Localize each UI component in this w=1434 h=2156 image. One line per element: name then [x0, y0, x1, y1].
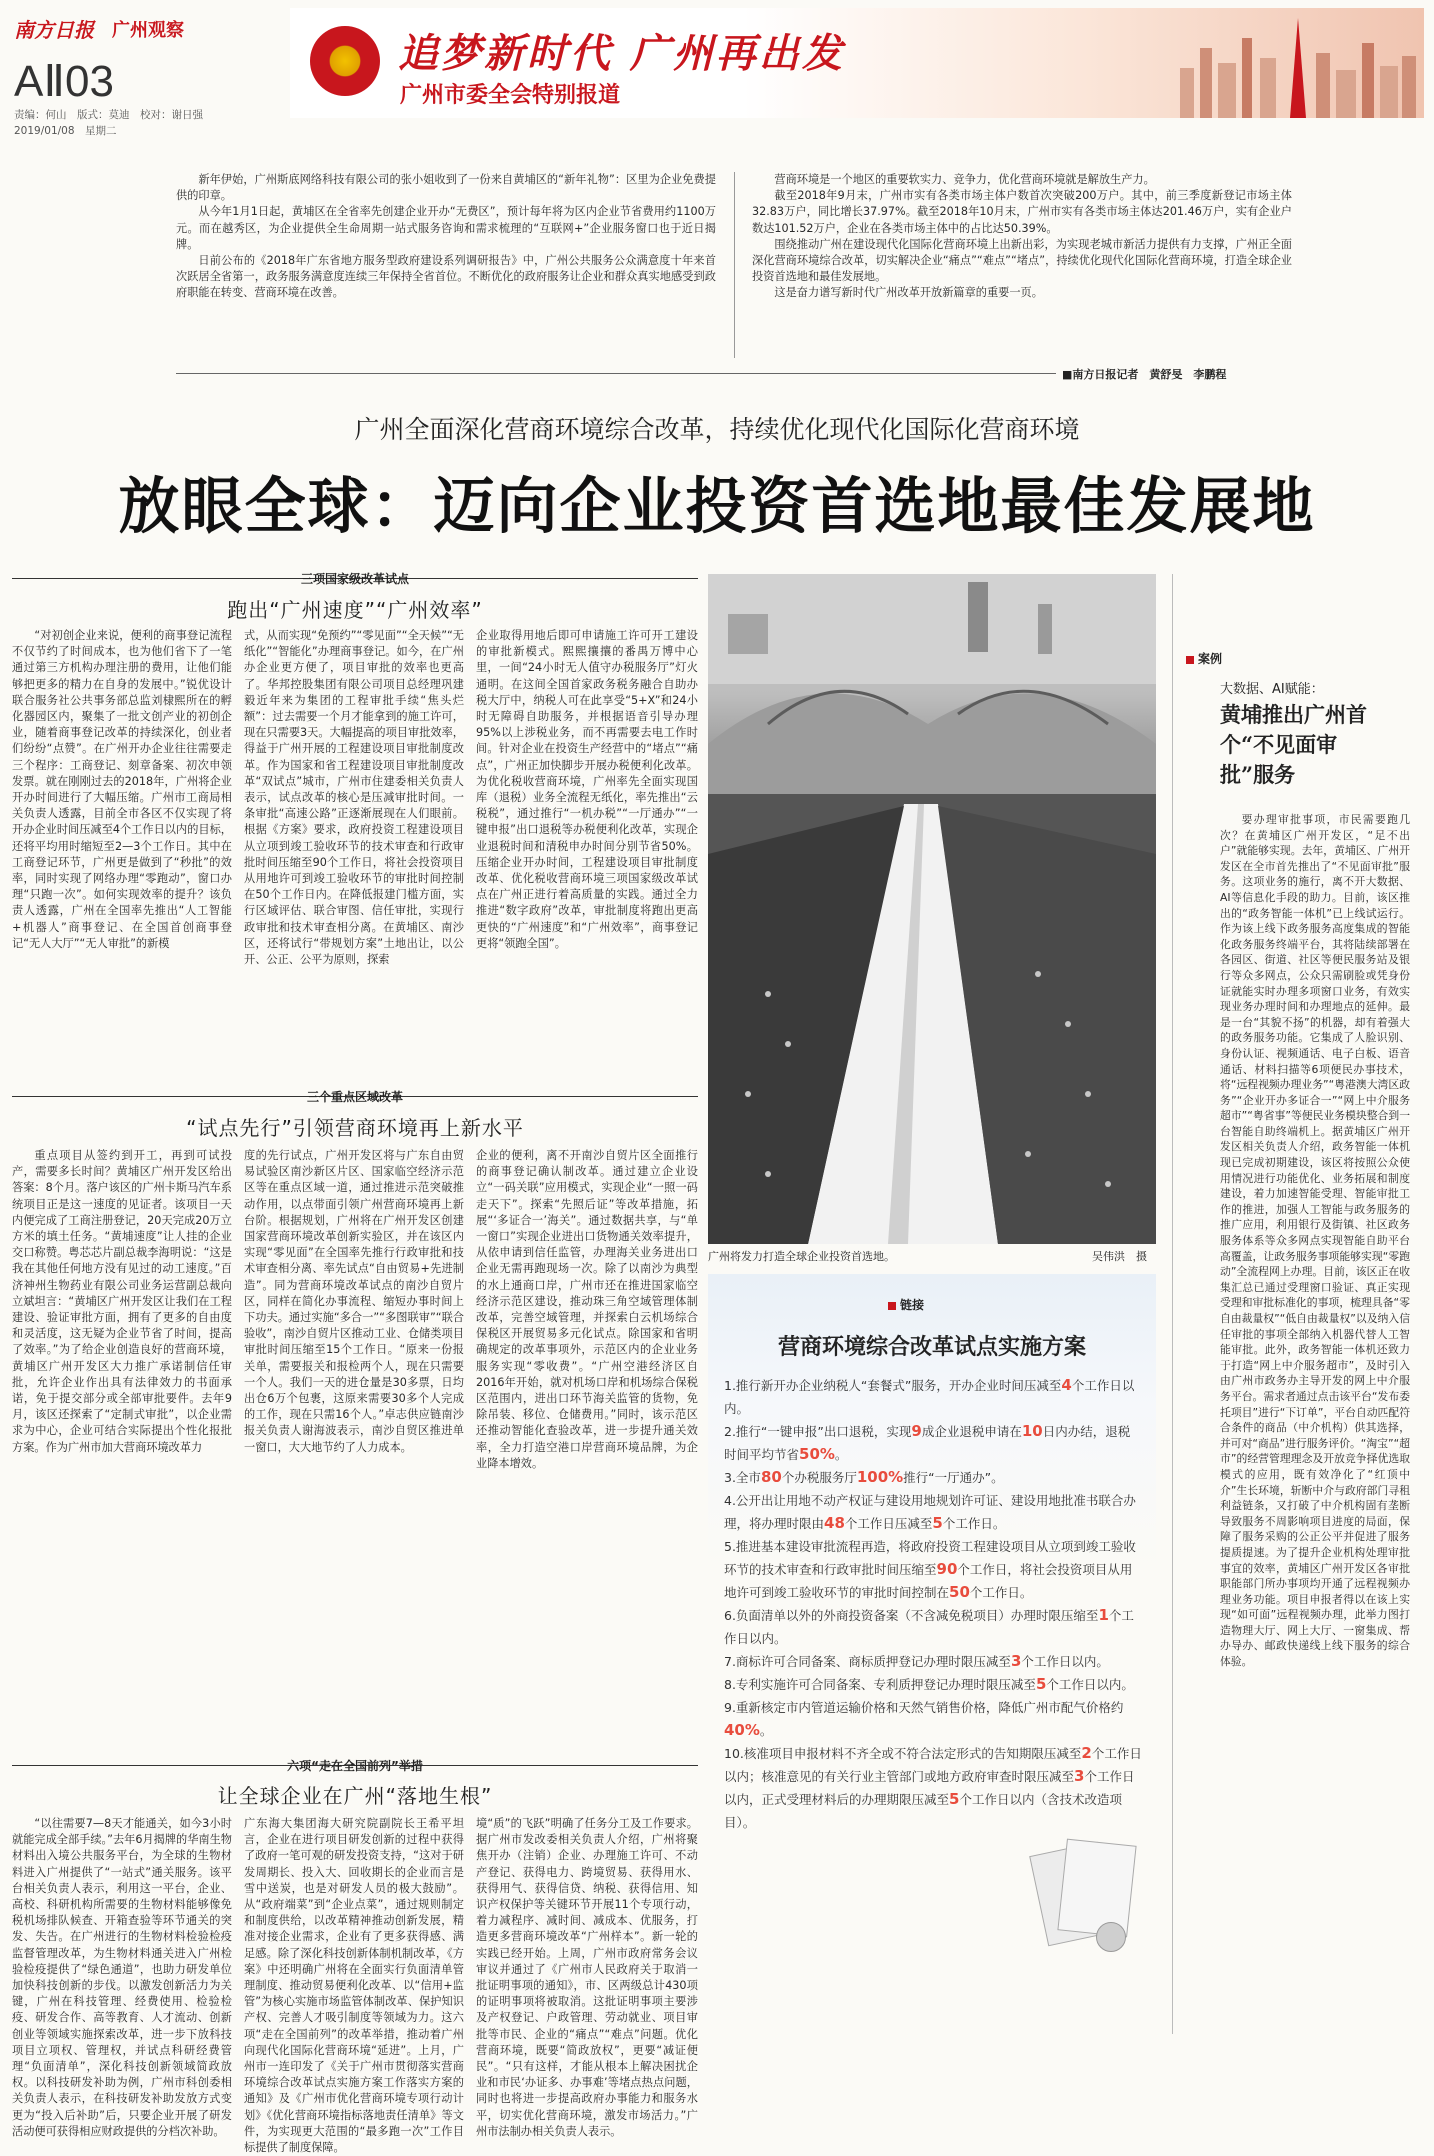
plan-item	[724, 1466, 1142, 1489]
case-title: 黄埔推出广州首个“不见面审批”服务	[1220, 702, 1367, 787]
article-column: 境“质”的飞跃”明确了任务分工及工作要求。据广州市发改委相关负责人介绍，广州将聚焦开办（注销）企业、办理施工许可、不动产登记、获得电力、跨境贸易、获得用水、获得用气、获得信贷、纳税、获得信用、知识产权保护等关键环节开展11个专项行动，着力减程序、减时间、减成本、优服务，打造更多营商环境改革“广州样本”。新一轮的实践已经开始。上周，广州市政府常务会议审议并通过了《广州市人民政府关于取消一批证明事项的通知》，市、区两级总计430项的证明事项将被取消。这批证明事项主要涉及产权登记、户政管理、劳动就业、项目审批等市民、企业的“痛点”“难点”问题。优化营商环境，既要“简政放权”，更要“减证便民”。“只有这样，才能从根本上解决困扰企业和市民‘办证多、办事难’等堵点热点问题，同时也将进一步提高政府办事能力和服务水平，切实优化营商环境，激发市场活力。”广州市法制办相关负责人表示。	[476, 1817, 698, 2138]
section-title: “试点先行”引领营商环境再上新水平	[186, 1116, 524, 1140]
sidebar-divider	[1172, 574, 1173, 2034]
plan-text: 4.公开出让用地不动产权证与建设用地规划许可证、建设用地批准书联合办理，将办理时限由	[724, 1493, 1136, 1531]
link-box	[708, 1274, 1156, 2014]
tag-marker-icon	[1186, 656, 1194, 664]
section-label: 三个重点区域改革	[306, 1090, 403, 1104]
photo-caption: 广州将发力打造全球企业投资首选地。	[708, 1250, 895, 1263]
plan-highlight-number: 40%	[724, 1721, 760, 1739]
case-body: 要办理审批事项，市民需要跑几次？在黄埔区广州开发区，“足不出户”就能够实现。去年，黄埔区、广州开发区在全市首先推出了“不见面审批”服务。这项业务的施行，离不开大数据、AI等信息化手段的助力。目前，该区推出的“政务智能一体机”已上线试运行。作为该上线下政务服务高度集成的智能化政务服务终端平台，其将陆续部署在各园区、街道、社区等便民服务站及银行等众多网点，公众只需刷脸或凭身份证就能实时办理多项窗口业务，有效实现业务办理时间和办理地点的延伸。最是一台“其貌不扬”的机器，却有着强大的政务服务功能。它集成了人脸识别、身份认证、视频通话、电子白板、语音通话、材料扫描等6项便民办事技术，将“远程视频办理业务”“粤港澳大湾区政务”“企业开办多证合一”“网上中介服务超市”“粤省事”等便民业务模块整合到一台智能自助终端机上。据黄埔区广州开发区相关负责人介绍，政务智能一体机现已完成初期建设，该区将按照公众使用情况进行功能优化、业务拓展和制度建设，着力加速智能受理、智能审批工作的推进，加强人工智能与政务服务的推广应用，利用银行及街镇、社区政务服务体系等众多网点实现智能自助平台高覆盖，让政务服务事项能够实现“零跑动”全流程网上办理。目前，该区正在收集汇总已通过受理窗口验证、真正实现受理和审批标准化的事项，梳理具备“零自由裁量权”“低自由裁量权”以及纳入信任审批的事项全部纳入机器代替人工智能审批。此外，政务智能一体机还致力于打造“网上中介服务超市”，及时引入由广州市政务办主导开发的网上中介服务平台。需求者通过点击该平台“发布委托项目”进行“下订单”，平台自动匹配符合条件的商品（中介机构）供其选择，并可对“商品”进行服务评价。“淘宝”“超市”的经营管理理念及开放竞争择优选取模式的应用，既有效净化了“红顶中介”生长环境，斩断中介与政府部门寻租利益链条，又打破了中介机构固有垄断导致服务不周影响项目进度的局面，保障了服务采购的公正公平并促进了服务提质提速。为了提升企业机构处理审批事宜的效率，黄埔区广州开发区各审批职能部门所办事项均开通了远程视频办理业务功能。项目申报者得以在该上实现“如可面”远程视频办理，此举力图打造物理大厅、网上大厅、一窗集成、帮办导办、邮政快递线上线下服务的综合体验。	[1220, 813, 1410, 1669]
news-photo	[708, 574, 1156, 1244]
plan-text: 个工作日压减至	[844, 1516, 933, 1531]
plan-text: 个工作日以内。	[1021, 1654, 1109, 1669]
column-name: 广州观察	[112, 20, 184, 41]
link-tag	[888, 1296, 924, 1313]
plan-text: 推行“一厅通办”。	[903, 1470, 1004, 1485]
plan-text: 个工作日以内（含技术改造项目）。	[724, 1792, 1122, 1830]
plan-highlight-number: 3	[1010, 1652, 1022, 1670]
plan-text: 成企业退税申请在	[921, 1424, 1022, 1439]
article-column: “以往需要7—8天才能通关，如今3小时就能完成全部手续。”去年6月揭牌的华南生物材料出入境公共服务平台，为全球的生物材料进入广州提供了“一站式”通关服务。该平台相关负责人表示，利用这一平台，企业、高校、科研机构所需要的生物材料能够像免税机场排队候查、开箱查验等环节通关的突发、失告。在广州进行的生物材料检验检疫监督管理改革，为生物材料通关进入广州检验检疫提供了“绿色通道”，也助力研发单位加快科技创新的步伐。以激发创新活力为关键，广州在科技管理、经费使用、检验检疫、研发合作、高等教育、人才流动、创新创业等领域实施探索改革，进一步下放科技项目立项权、管理权，并试点科研经费管理“负面清单”，深化科技创新领域简政放权。以科技研发补助为例，广州市科创委相关负责人表示，在科技研发补助发放方式变更为“投入后补助”后，只要企业开展了研发活动便可获得相应财政提供的分档次补助。	[12, 1817, 232, 2138]
photo-credit: 吴伟洪 摄	[1092, 1250, 1147, 1263]
plan-text: 个工作日以内。	[1046, 1677, 1134, 1692]
plan-highlight-number: 3	[1074, 1767, 1085, 1785]
plan-highlight-number: 10	[1021, 1422, 1043, 1440]
plan-highlight-number: 80	[760, 1468, 782, 1486]
plan-text: 个工作日。	[969, 1585, 1033, 1600]
plan-highlight-number: 4	[1061, 1376, 1072, 1394]
plan-highlight-number: 5	[949, 1790, 960, 1808]
decorative-pages-icon	[1038, 1834, 1138, 1974]
banner-slogan: 追梦新时代 广州再出发	[398, 30, 845, 77]
lead-paragraph: 围绕推动广州在建设现代化国际化营商环境上出新出彩，为实现老城市新活力提供有力支撑，广州正全面深化营商环境综合改革，切实解决企业“痛点”“难点”“堵点”，持续优化现代化国际化营商环境，打造全球企业投资首选地和最佳发展地。	[752, 237, 1292, 284]
plan-text: 6.负面清单以外的外商投资备案（不含减免税项目）办理时限压缩至	[724, 1608, 1099, 1623]
byline-rule	[176, 373, 1056, 374]
lead-column-1	[176, 172, 716, 302]
page-number: AⅡ03	[14, 57, 114, 106]
plan-text: 个工作日以内；核准意见的有关行业主管部门或地方政府审查时限压减至	[724, 1746, 1142, 1784]
article-column: “对初创企业来说，便利的商事登记流程不仅节约了时间成本，也为他们省下了一笔通过第三方机构办理注册的费用，让他们能够把更多的精力在自身的发展中。”锐优设计联合服务社公共事务部总监刘棣熙所在的孵化器园区内，聚集了一批文创产业的初创企业，随着商事登记改革的持续深化，创业者们纷纷“点赞”。在广州开办企业往往需要走三个程序：工商登记、刻章备案、初次申领发票。就在刚刚过去的2018年，广州将企业开办时间进行了大幅压缩。广州市工商局相关负责人透露，目前全市各区不仅实现了将开办企业时间压减至4个工作日以内的目标，还将平均用时缩短至2—3个工作日。其中在工商登记环节，广州更是做到了“秒批”的效率，同时实现了网络办理“零跑动”，窗口办理“只跑一次”。如何实现效率的提升？该负责人透露，广州在全国率先推出“人工智能+机器人”商事登记、在全国首创商事登记“无人大厅”“无人审批”的新模	[12, 629, 232, 950]
article-column: 广东海大集团海大研究院副院长王希平坦言，企业在进行项目研发创新的过程中获得了政府一笔可观的研发投资支持，“这对于研发周期长、投入大、回收期长的企业而言是雪中送炭，也是对研发人员的极大鼓励”。从“政府端菜”到“企业点菜”，通过规则制定和制度供给，以改革精神推动创新发展，精准对接企业需求，企业有了更多获得感、满足感。除了深化科技创新体制机制改革，《方案》中还明确广州将在全面实行负面清单管理制度、推动贸易便利化改革、以“信用+监管”为核心实施市场监管体制改革、保护知识产权、完善人才吸引制度等领域为力。这六项“走在全国前列”的改革举措，推动着广州向现代化国际化营商环境“延进”。上月，广州市一连印发了《关于广州市贯彻落实营商环境综合改革试点实施方案工作落实方案的通知》及《广州市优化营商环境专项行动计划》《优化营商环境指标落地责任清单》等文件，为实现更大范围的“最多跑一次”工作目标提供了制度保障。	[244, 1817, 464, 2155]
article-column: 重点项目从签约到开工，再到可试投产，需要多长时间？黄埔区广州开发区给出答案：8个月。落户该区的广州卡斯马汽车系统项目正是这一速度的见证者。该项目一天内便完成了工商注册登记，20天完成20万立方米的填土任务。“黄埔速度”让人挂的企业交口称赞。粤芯芯片副总裁李海明说：“这是我在其他任何地方没有见过的动工速度。”百济神州生物药业有限公司业务运营副总裁向立斌坦言：“黄埔区广州开发区让我们在工程建设、验证审批方面，拥有了更多的自由度和灵活度，这无疑为企业节省了时间，提高了效率。”为了给企业创造良好的营商环境，黄埔区广州开发区大力推广承诺制信任审批，允许企业作出具有法律效力的书面承诺，免于提交部分或全部审批要件。去年9月，该区还探索了“定制式审批”，以企业需求为中心，企业可结合实际提出个性化报批方案。作为广州市加大营商环境改革力	[12, 1149, 232, 1454]
article-column: 式，从而实现“免预约”“零见面”“全天候”“无纸化”“智能化”办理商事登记。如今，在广州办企业更方便了，项目审批的效率也更高了。华邦控股集团有限公司项目总经理巩建毅近年来为集团的工程审批手续“焦头烂额”：过去需要一个月才能拿到的施工许可，现在只需要3天。大幅提高的项目审批效率，得益于广州开展的工程建设项目审批制度改革。作为国家和省工程建设项目审批制度改革“双试点”城市，广州市住建委相关负责人表示，试点改革的核心是压减审批时间。一条审批“高速公路”正逐渐展现在人们眼前。根据《方案》要求，政府投资工程建设项目从立项到竣工验收环节的技术审查和行政审批时间压缩至90个工作日，将社会投资项目从用地许可到竣工验收环节的审批时间控制在50个工作日内。在降低报建门槛方面，实行区域评估、联合审图、信任审批，实现行政审批和技术审查相分离。在黄埔区、南沙区，还将试行“带规划方案”土地出让，以公开、公正、公平为原则，探索	[244, 629, 464, 967]
section-title: 跑出“广州速度”“广州效率”	[227, 598, 483, 622]
plan-highlight-number: 5	[1035, 1675, 1047, 1693]
plan-highlight-number: 50%	[799, 1445, 835, 1463]
city-skyline-icon	[1170, 8, 1424, 118]
plan-item	[724, 1696, 1142, 1742]
plan-highlight-number: 50	[949, 1583, 970, 1601]
plan-text: 7.商标许可合同备案、商标质押登记办理时限压减至	[724, 1654, 1011, 1669]
plan-text: 3.全市	[724, 1470, 761, 1485]
tag-marker-icon	[888, 1302, 896, 1310]
case-sidebar	[1186, 574, 1422, 2054]
date-line: 2019/01/08 星期二	[14, 125, 117, 137]
lead-paragraph: 截至2018年9月末，广州市实有各类市场主体户数首次突破200万户。其中，前三季度新登记市场主体32.83万户，同比增长37.97%。截至2018年10月末，广州市实有各类市场主体达201.46万户，实有企业户数达101.52万户，企业在各类市场主体中的占比达50.39%。	[752, 189, 1292, 235]
plan-item	[724, 1420, 1142, 1466]
plan-text: 1.推行新开办企业纳税人“套餐式”服务，开办企业时间压减至	[724, 1378, 1062, 1393]
case-kicker: 大数据、AI赋能：	[1220, 682, 1324, 697]
plan-item	[724, 1742, 1142, 1834]
plan-text: 2.推行“一键申报”出口退税，实现	[724, 1424, 912, 1439]
plan-highlight-number: 100%	[856, 1468, 904, 1486]
plan-item	[724, 1673, 1142, 1696]
lead-column-2	[752, 172, 1292, 302]
plan-item	[724, 1489, 1142, 1535]
link-tag-label: 链接	[900, 1298, 925, 1312]
plan-highlight-number: 90	[936, 1560, 958, 1578]
staff-line: 责编：何山 版式：莫迪 校对：谢日强	[14, 109, 203, 121]
plan-highlight-number: 1	[1098, 1606, 1109, 1624]
case-tag	[1186, 650, 1222, 667]
plan-text: 个工作日以内，正式受理材料后的办理期限压减至	[724, 1769, 1135, 1807]
section-label: 六项“走在全国前列”举措	[287, 1759, 423, 1773]
plan-text: 8.专利实施许可合同备案、专利质押登记办理时限压减至	[724, 1677, 1036, 1692]
lead-paragraph: 从今年1月1日起，黄埔区在全省率先创建企业开办“无费区”，预计每年将为区内企业节省费用约1100万元。而在越秀区，为企业提供全生命周期一站式服务咨询和需求梳理的“互联网+”企业服务窗口也于近日揭牌。	[176, 205, 716, 251]
lead-divider	[734, 172, 735, 358]
plan-highlight-number: 2	[1081, 1744, 1092, 1762]
plan-text: 9.重新核定市内管道运输价格和天然气销售价格，降低广州市配气价格约	[724, 1700, 1124, 1715]
masthead	[0, 0, 1434, 145]
plan-text: 。	[834, 1447, 848, 1462]
article-column: 企业取得用地后即可申请施工许可开工建设的审批新模式。熙熙攘攘的番禺万博中心里，一间“24小时无人值守办税服务厅”灯火通明。在这间全国首家政务税务融合自助办税大厅中，纳税人可在此享受“5+X”和24小时无障碍自助服务，并根据语音引导办理95%以上涉税业务，而不再需要去电工作时间。针对企业在投资生产经营中的“堵点”“痛点”，广州正加快脚步开展办税便利化改革。为优化税收营商环境，广州率先全面实现国库（退税）业务全流程无纸化，率先推出“云税税”，通过推行“一机办税”“一厅通办”“一键申报”出口退税等办税便利化改革，实现企业退税时间和清税申办时间分别节省50%。压缩企业开办时间，工程建设项目审批制度改革、优化税收营商环境三项国家级改革试点在广州正进行着高质量的实践。通过全力推进“数字政府”改革，审批制度将跑出更高更快的“广州速度”和“广州效率”，商事登记更将“领跑全国”。	[476, 629, 698, 950]
plan-text: 个办税服务厅	[781, 1470, 857, 1485]
lead-paragraph: 营商环境是一个地区的重要软实力、竞争力，优化营商环境就是解放生产力。	[774, 173, 1155, 186]
banner-subtitle: 广州市委全会特别报道	[400, 83, 621, 108]
section-label: 三项国家级改革试点	[300, 572, 409, 586]
lead-paragraph: 日前公布的《2018年广东省地方服务型政府建设系列调研报告》中，广州公共服务公众满意度十年来首次跃居全省第一，政务服务满意度连续三年保持全省首位。不断优化的政府服务让企业和群众真实地感受到政府职能在转变、营商环境在改善。	[176, 254, 716, 300]
plan-text: 个工作日以内。	[724, 1608, 1134, 1646]
plan-text: 日内办结，退税时间平均节省	[724, 1424, 1131, 1462]
exhibition-center-photo	[708, 574, 1156, 1244]
plan-item	[724, 1604, 1142, 1650]
plan-highlight-number: 48	[824, 1514, 845, 1532]
plan-text: 个工作日，将社会投资项目从用地许可到竣工验收环节的审批时间控制在	[724, 1562, 1133, 1600]
case-tag-label: 案例	[1198, 652, 1223, 666]
banner	[290, 8, 1424, 118]
plan-title: 营商环境综合改革试点实施方案	[777, 1334, 1086, 1360]
party-emblem-icon	[310, 26, 380, 96]
plan-highlight-number: 9	[911, 1422, 922, 1440]
plan-text: 个工作日以内。	[724, 1378, 1135, 1416]
section-title: 让全球企业在广州“落地生根”	[217, 1784, 493, 1808]
paper-name: 南方日报	[14, 18, 94, 42]
plan-list	[724, 1374, 1142, 1834]
byline: ■南方日报记者 黄舒旻 李鹏程	[1062, 368, 1227, 381]
plan-text: 个工作日。	[942, 1516, 1006, 1531]
article-column: 度的先行试点，广州开发区将与广东自由贸易试验区南沙新区片区、国家临空经济示范区等在重点区域一道，通过推进示范突破推动作用，以点带面引领广州营商环境再上新台阶。根据规划，广州将在广州开发区创建国家营商环境改革创新实验区，并在该区内实现“零见面”在全国率先推行行政审批和技术审查相分离、率先试点“自由贸易+先进制造”。同为营商环境改革试点的南沙自贸片区，同样在简化办事流程、缩短办事时间上下功夫。通过实施“多合一”“多图联审”“联合验收”，南沙自贸片区推动工业、仓储类项目审批时间压缩至15个工作日。“原来一份报关单，需要报关和报检两个人，现在只需要一个人。我们一天的进仓量是30多票，日均出仓6万个包裹，这原来需要30多个人完成的工作，现在只需16个人。”卓志供应链南沙报关负责人谢海波表示，南沙自贸区推进单一窗口，大大地节约了人力成本。	[244, 1149, 464, 1454]
plan-item	[724, 1650, 1142, 1673]
lead-paragraph: 这是奋力谱写新时代广州改革开放新篇章的重要一页。	[774, 286, 1043, 300]
main-headline: 放眼全球：迈向企业投资首选地最佳发展地	[118, 471, 1316, 542]
plan-item	[724, 1374, 1142, 1420]
headline-kicker: 广州全面深化营商环境综合改革，持续优化现代化国际化营商环境	[354, 415, 1080, 444]
plan-text: 。	[759, 1723, 773, 1738]
article-column: 企业的便利，离不开南沙自贸片区全面推行的商事登记确认制改革。通过建立企业设立“一码关联”应用模式，实现企业“一照一码走天下”。探索“先照后证”等改革措施，拓展“‘多证合一’海关”。通过数据共享，与“单一窗口”实现企业进出口货物通关效率提升，从依申请到信任监管，办理海关业务进出口企业无需再跑现场一次。除了以南沙为典型的水上通商口岸，广州市还在推进国家临空经济示范区建设，推动珠三角空域管理体制改革，完善空域管理，并探索白云机场综合保税区开展贸易多元化试点。除国家和省明确规定的改革事项外，示范区内的企业业务服务实现“零收费”。“广州空港经济区自2016年开始，就对机场口岸和机场综合保税区范围内，进出口环节海关监管的货物，免除吊装、移位、仓储费用。”同时，该示范区还推动智能化查验改革，进一步提升通关效率，全力打造空港口岸营商环境品牌，为企业降本增效。	[476, 1149, 698, 1470]
plan-highlight-number: 5	[932, 1514, 943, 1532]
plan-text: 10.核准项目申报材料不齐全或不符合法定形式的告知期限压减至	[724, 1746, 1082, 1761]
plan-item	[724, 1535, 1142, 1604]
lead-paragraph: 新年伊始，广州斯底网络科技有限公司的张小姐收到了一份来自黄埔区的“新年礼物”：区里为企业免费提供的印章。	[176, 173, 716, 203]
plan-text: 5.推进基本建设审批流程再造，将政府投资工程建设项目从立项到竣工验收环节的技术审查和行政审批时间压缩至	[724, 1539, 1136, 1577]
